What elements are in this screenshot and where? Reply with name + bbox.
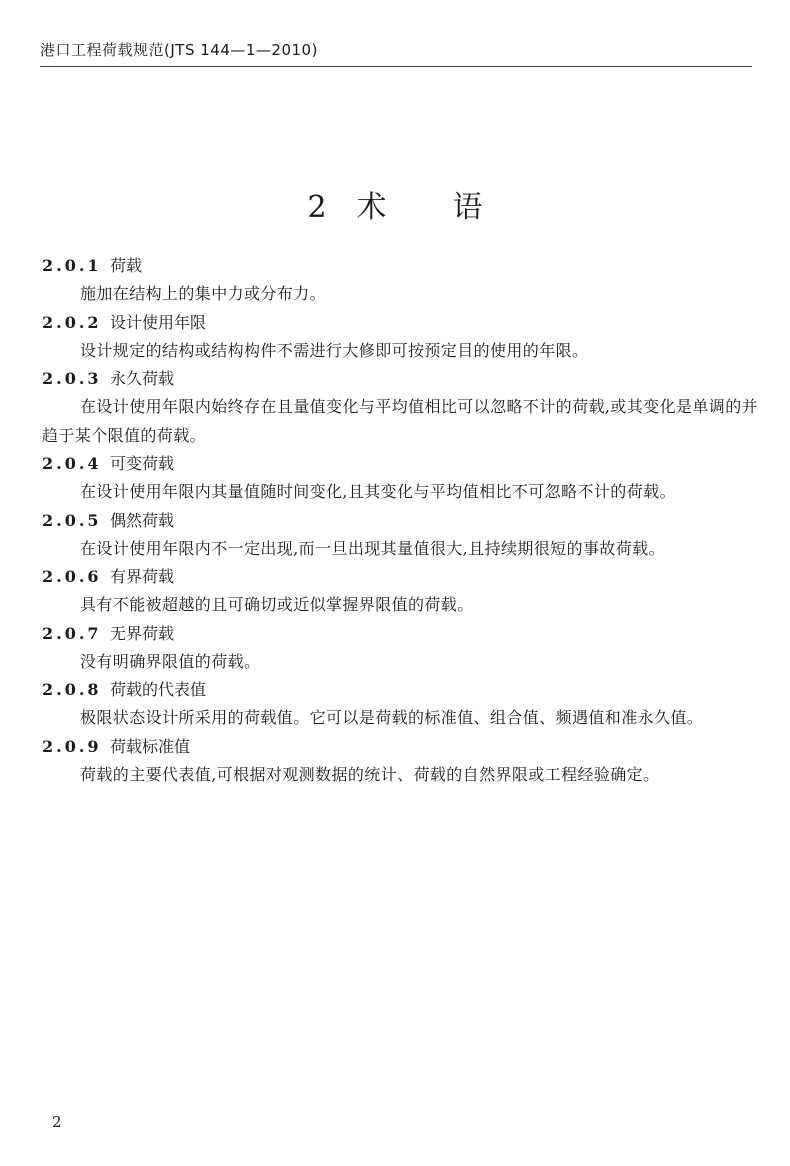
term-definition: 施加在结构上的集中力或分布力。 (80, 284, 327, 303)
term-number: 2.0.1 (42, 256, 102, 275)
chapter-number: 2 (307, 190, 327, 225)
term-name: 永久荷载 (110, 369, 175, 388)
term-definition: 极限状态设计所采用的荷载值。它可以是荷载的标准值、组合值、频遇值和准永久值。 (80, 708, 704, 727)
header-rule (40, 66, 752, 67)
term-name: 设计使用年限 (110, 312, 207, 332)
term-definition: 具有不能被超越的且可确切或近似掌握界限值的荷载。 (80, 595, 474, 614)
term-entry (42, 563, 758, 620)
term-name: 荷载 (110, 256, 143, 275)
term-entry (42, 252, 758, 309)
page-number: 2 (52, 1113, 62, 1131)
term-heading (42, 733, 758, 761)
term-entry (42, 620, 758, 677)
term-heading (42, 309, 758, 337)
term-definition: 荷载的主要代表值,可根据对观测数据的统计、荷载的自然界限或工程经验确定。 (80, 764, 660, 784)
term-name: 无界荷载 (110, 623, 175, 643)
terms-list (42, 252, 758, 789)
term-entry (42, 676, 758, 733)
term-name: 有界荷载 (110, 567, 175, 586)
term-entry (42, 450, 758, 507)
term-heading (42, 365, 758, 393)
term-number: 2.0.3 (42, 369, 102, 388)
chapter-title (0, 188, 790, 228)
term-entry (42, 733, 758, 790)
term-entry (42, 365, 758, 450)
term-heading (42, 563, 758, 591)
term-heading (42, 450, 758, 478)
term-name: 可变荷载 (110, 454, 175, 473)
term-entry (42, 507, 758, 564)
chapter-title-char-2: 语 (452, 190, 483, 225)
term-heading (42, 676, 758, 704)
term-definition: 没有明确界限值的荷载。 (80, 651, 261, 671)
term-heading (42, 620, 758, 648)
chapter-title-char-1: 术 (356, 190, 387, 225)
term-number: 2.0.9 (42, 736, 102, 756)
term-number: 2.0.7 (42, 623, 102, 643)
term-entry (42, 309, 758, 366)
term-name: 偶然荷载 (110, 510, 175, 530)
term-number: 2.0.2 (42, 312, 102, 332)
term-definition: 在设计使用年限内不一定出现,而一旦出现其量值很大,且持续期很短的事故荷载。 (80, 538, 665, 558)
term-name: 荷载的代表值 (110, 680, 207, 699)
term-definition: 设计规定的结构或结构构件不需进行大修即可按预定目的使用的年限。 (80, 340, 589, 360)
term-number: 2.0.6 (42, 567, 102, 586)
running-header: 港口工程荷载规范(JTS 144—1—2010) (40, 41, 318, 59)
term-definition: 在设计使用年限内其量值随时间变化,且其变化与平均值相比不可忽略不计的荷载。 (80, 482, 676, 501)
term-heading (42, 252, 758, 280)
term-number: 2.0.4 (42, 454, 102, 473)
term-definition: 在设计使用年限内始终存在且量值变化与平均值相比可以忽略不计的荷载,或其变化是单调的并趋于某个限值的荷载。 (42, 397, 758, 445)
term-number: 2.0.8 (42, 680, 102, 699)
term-name: 荷载标准值 (110, 736, 191, 756)
term-number: 2.0.5 (42, 510, 102, 530)
term-heading (42, 507, 758, 535)
